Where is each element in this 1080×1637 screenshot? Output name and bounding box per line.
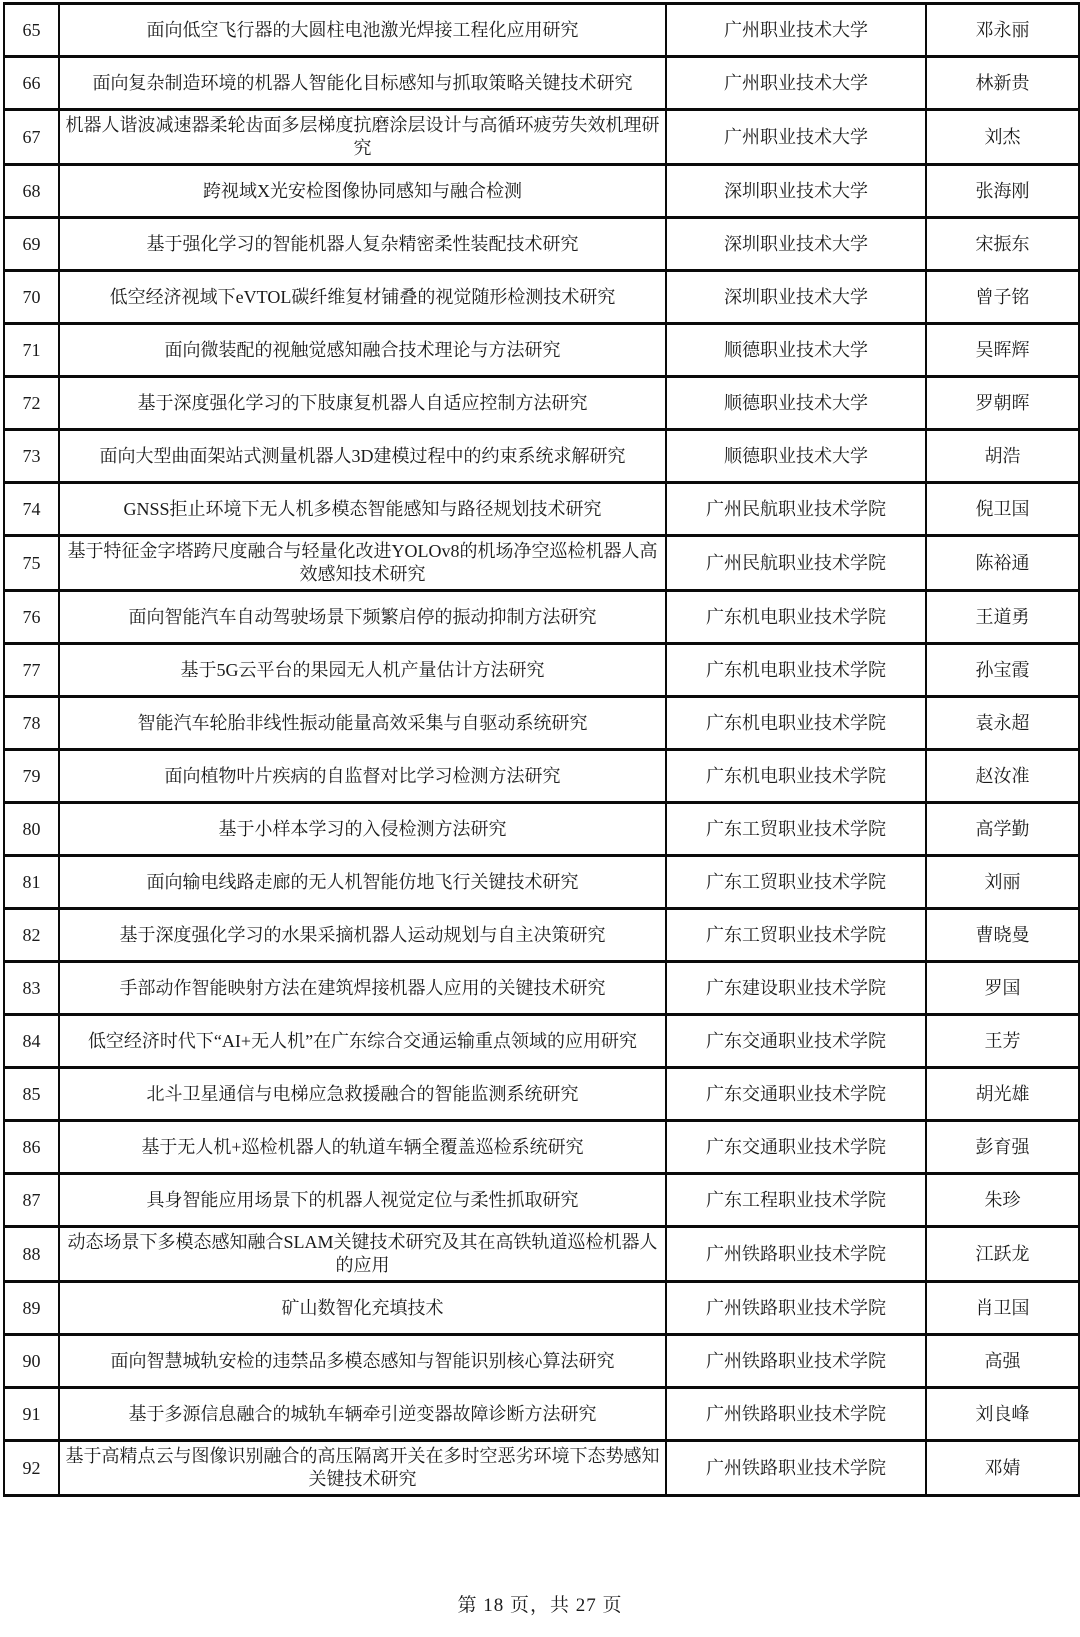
project-title-cell: 面向低空飞行器的大圆柱电池激光焊接工程化应用研究 xyxy=(59,4,666,57)
row-number-cell: 87 xyxy=(4,1174,59,1227)
leader-name-cell: 邓婧 xyxy=(926,1441,1079,1496)
institution-cell: 深圳职业技术大学 xyxy=(666,165,926,218)
institution-cell: 深圳职业技术大学 xyxy=(666,218,926,271)
institution-cell: 广东建设职业技术学院 xyxy=(666,962,926,1015)
project-title-cell: 北斗卫星通信与电梯应急救援融合的智能监测系统研究 xyxy=(59,1068,666,1121)
row-number-cell: 70 xyxy=(4,271,59,324)
table-row xyxy=(4,1227,1079,1282)
leader-name-cell: 江跃龙 xyxy=(926,1227,1079,1282)
table-row xyxy=(4,1282,1079,1335)
project-title-cell: 基于无人机+巡检机器人的轨道车辆全覆盖巡检系统研究 xyxy=(59,1121,666,1174)
leader-name-cell: 曹晓曼 xyxy=(926,909,1079,962)
project-title-cell: 动态场景下多模态感知融合SLAM关键技术研究及其在高铁轨道巡检机器人的应用 xyxy=(59,1227,666,1282)
project-title-cell: 面向植物叶片疾病的自监督对比学习检测方法研究 xyxy=(59,750,666,803)
table-row xyxy=(4,324,1079,377)
table-row xyxy=(4,1335,1079,1388)
project-title-cell: 面向输电线路走廊的无人机智能仿地飞行关键技术研究 xyxy=(59,856,666,909)
institution-cell: 广州铁路职业技术学院 xyxy=(666,1282,926,1335)
table-row xyxy=(4,1068,1079,1121)
institution-cell: 广东机电职业技术学院 xyxy=(666,750,926,803)
table-row xyxy=(4,1015,1079,1068)
leader-name-cell: 倪卫国 xyxy=(926,483,1079,536)
row-number-cell: 83 xyxy=(4,962,59,1015)
project-title-cell: 基于特征金字塔跨尺度融合与轻量化改进YOLOv8的机场净空巡检机器人高效感知技术研究 xyxy=(59,536,666,591)
project-title-cell: 具身智能应用场景下的机器人视觉定位与柔性抓取研究 xyxy=(59,1174,666,1227)
project-title-cell: 矿山数智化充填技术 xyxy=(59,1282,666,1335)
institution-cell: 广州铁路职业技术学院 xyxy=(666,1227,926,1282)
project-title-cell: 基于深度强化学习的水果采摘机器人运动规划与自主决策研究 xyxy=(59,909,666,962)
leader-name-cell: 高强 xyxy=(926,1335,1079,1388)
table-row xyxy=(4,1174,1079,1227)
row-number-cell: 77 xyxy=(4,644,59,697)
row-number-cell: 78 xyxy=(4,697,59,750)
table-row xyxy=(4,909,1079,962)
institution-cell: 广东机电职业技术学院 xyxy=(666,697,926,750)
table-row xyxy=(4,644,1079,697)
project-title-cell: 面向复杂制造环境的机器人智能化目标感知与抓取策略关键技术研究 xyxy=(59,57,666,110)
project-title-cell: 基于多源信息融合的城轨车辆牵引逆变器故障诊断方法研究 xyxy=(59,1388,666,1441)
table-row xyxy=(4,57,1079,110)
institution-cell: 顺德职业技术大学 xyxy=(666,430,926,483)
leader-name-cell: 宋振东 xyxy=(926,218,1079,271)
project-title-cell: 智能汽车轮胎非线性振动能量高效采集与自驱动系统研究 xyxy=(59,697,666,750)
project-title-cell: 低空经济视域下eVTOL碳纤维复材铺叠的视觉随形检测技术研究 xyxy=(59,271,666,324)
leader-name-cell: 王芳 xyxy=(926,1015,1079,1068)
institution-cell: 广东机电职业技术学院 xyxy=(666,644,926,697)
project-title-cell: 面向微装配的视触觉感知融合技术理论与方法研究 xyxy=(59,324,666,377)
leader-name-cell: 孙宝霞 xyxy=(926,644,1079,697)
leader-name-cell: 邓永丽 xyxy=(926,4,1079,57)
table-row xyxy=(4,591,1079,644)
projects-table xyxy=(3,2,1080,1497)
project-title-cell: 面向大型曲面架站式测量机器人3D建模过程中的约束系统求解研究 xyxy=(59,430,666,483)
leader-name-cell: 高学勤 xyxy=(926,803,1079,856)
row-number-cell: 88 xyxy=(4,1227,59,1282)
project-title-cell: 基于5G云平台的果园无人机产量估计方法研究 xyxy=(59,644,666,697)
institution-cell: 广州铁路职业技术学院 xyxy=(666,1388,926,1441)
institution-cell: 顺德职业技术大学 xyxy=(666,324,926,377)
table-row xyxy=(4,218,1079,271)
leader-name-cell: 刘良峰 xyxy=(926,1388,1079,1441)
leader-name-cell: 胡光雄 xyxy=(926,1068,1079,1121)
table-row xyxy=(4,697,1079,750)
table-row xyxy=(4,1388,1079,1441)
leader-name-cell: 彭育强 xyxy=(926,1121,1079,1174)
table-row xyxy=(4,962,1079,1015)
project-title-cell: 基于小样本学习的入侵检测方法研究 xyxy=(59,803,666,856)
institution-cell: 顺德职业技术大学 xyxy=(666,377,926,430)
row-number-cell: 69 xyxy=(4,218,59,271)
row-number-cell: 85 xyxy=(4,1068,59,1121)
table-row xyxy=(4,4,1079,57)
table-row xyxy=(4,1441,1079,1496)
page-number-footer: 第 18 页，共 27 页 xyxy=(457,1595,623,1616)
institution-cell: 广东工贸职业技术学院 xyxy=(666,803,926,856)
leader-name-cell: 林新贵 xyxy=(926,57,1079,110)
table-row xyxy=(4,483,1079,536)
institution-cell: 广东交通职业技术学院 xyxy=(666,1015,926,1068)
leader-name-cell: 张海刚 xyxy=(926,165,1079,218)
row-number-cell: 75 xyxy=(4,536,59,591)
table-row xyxy=(4,536,1079,591)
project-title-cell: 机器人谐波减速器柔轮齿面多层梯度抗磨涂层设计与高循环疲劳失效机理研究 xyxy=(59,110,666,165)
leader-name-cell: 刘杰 xyxy=(926,110,1079,165)
row-number-cell: 91 xyxy=(4,1388,59,1441)
project-title-cell: 跨视域X光安检图像协同感知与融合检测 xyxy=(59,165,666,218)
table-row xyxy=(4,110,1079,165)
leader-name-cell: 肖卫国 xyxy=(926,1282,1079,1335)
leader-name-cell: 罗朝晖 xyxy=(926,377,1079,430)
row-number-cell: 81 xyxy=(4,856,59,909)
table-row xyxy=(4,377,1079,430)
leader-name-cell: 袁永超 xyxy=(926,697,1079,750)
project-title-cell: 面向智能汽车自动驾驶场景下频繁启停的振动抑制方法研究 xyxy=(59,591,666,644)
table-row xyxy=(4,750,1079,803)
table-row xyxy=(4,803,1079,856)
row-number-cell: 72 xyxy=(4,377,59,430)
row-number-cell: 89 xyxy=(4,1282,59,1335)
project-title-cell: GNSS拒止环境下无人机多模态智能感知与路径规划技术研究 xyxy=(59,483,666,536)
leader-name-cell: 陈裕通 xyxy=(926,536,1079,591)
row-number-cell: 76 xyxy=(4,591,59,644)
row-number-cell: 82 xyxy=(4,909,59,962)
leader-name-cell: 刘丽 xyxy=(926,856,1079,909)
row-number-cell: 79 xyxy=(4,750,59,803)
project-title-cell: 基于强化学习的智能机器人复杂精密柔性装配技术研究 xyxy=(59,218,666,271)
row-number-cell: 74 xyxy=(4,483,59,536)
institution-cell: 广州铁路职业技术学院 xyxy=(666,1335,926,1388)
row-number-cell: 67 xyxy=(4,110,59,165)
project-title-cell: 面向智慧城轨安检的违禁品多模态感知与智能识别核心算法研究 xyxy=(59,1335,666,1388)
table-row xyxy=(4,430,1079,483)
leader-name-cell: 罗国 xyxy=(926,962,1079,1015)
institution-cell: 广州民航职业技术学院 xyxy=(666,483,926,536)
institution-cell: 广州民航职业技术学院 xyxy=(666,536,926,591)
institution-cell: 深圳职业技术大学 xyxy=(666,271,926,324)
row-number-cell: 86 xyxy=(4,1121,59,1174)
project-title-cell: 基于深度强化学习的下肢康复机器人自适应控制方法研究 xyxy=(59,377,666,430)
row-number-cell: 90 xyxy=(4,1335,59,1388)
leader-name-cell: 赵汝准 xyxy=(926,750,1079,803)
institution-cell: 广东工贸职业技术学院 xyxy=(666,856,926,909)
document-page xyxy=(0,2,1080,1637)
row-number-cell: 92 xyxy=(4,1441,59,1496)
institution-cell: 广州职业技术大学 xyxy=(666,57,926,110)
leader-name-cell: 胡浩 xyxy=(926,430,1079,483)
institution-cell: 广州职业技术大学 xyxy=(666,4,926,57)
project-title-cell: 基于高精点云与图像识别融合的高压隔离开关在多时空恶劣环境下态势感知关键技术研究 xyxy=(59,1441,666,1496)
institution-cell: 广东机电职业技术学院 xyxy=(666,591,926,644)
leader-name-cell: 朱珍 xyxy=(926,1174,1079,1227)
projects-table-body xyxy=(4,4,1079,1496)
row-number-cell: 80 xyxy=(4,803,59,856)
project-title-cell: 低空经济时代下“AI+无人机”在广东综合交通运输重点领域的应用研究 xyxy=(59,1015,666,1068)
table-row xyxy=(4,856,1079,909)
institution-cell: 广东交通职业技术学院 xyxy=(666,1068,926,1121)
leader-name-cell: 王道勇 xyxy=(926,591,1079,644)
row-number-cell: 68 xyxy=(4,165,59,218)
institution-cell: 广州铁路职业技术学院 xyxy=(666,1441,926,1496)
table-row xyxy=(4,271,1079,324)
project-title-cell: 手部动作智能映射方法在建筑焊接机器人应用的关键技术研究 xyxy=(59,962,666,1015)
institution-cell: 广东交通职业技术学院 xyxy=(666,1121,926,1174)
table-row xyxy=(4,1121,1079,1174)
row-number-cell: 84 xyxy=(4,1015,59,1068)
table-row xyxy=(4,165,1079,218)
leader-name-cell: 曾子铭 xyxy=(926,271,1079,324)
row-number-cell: 66 xyxy=(4,57,59,110)
institution-cell: 广州职业技术大学 xyxy=(666,110,926,165)
leader-name-cell: 吴晖辉 xyxy=(926,324,1079,377)
institution-cell: 广东工贸职业技术学院 xyxy=(666,909,926,962)
row-number-cell: 65 xyxy=(4,4,59,57)
row-number-cell: 73 xyxy=(4,430,59,483)
row-number-cell: 71 xyxy=(4,324,59,377)
institution-cell: 广东工程职业技术学院 xyxy=(666,1174,926,1227)
